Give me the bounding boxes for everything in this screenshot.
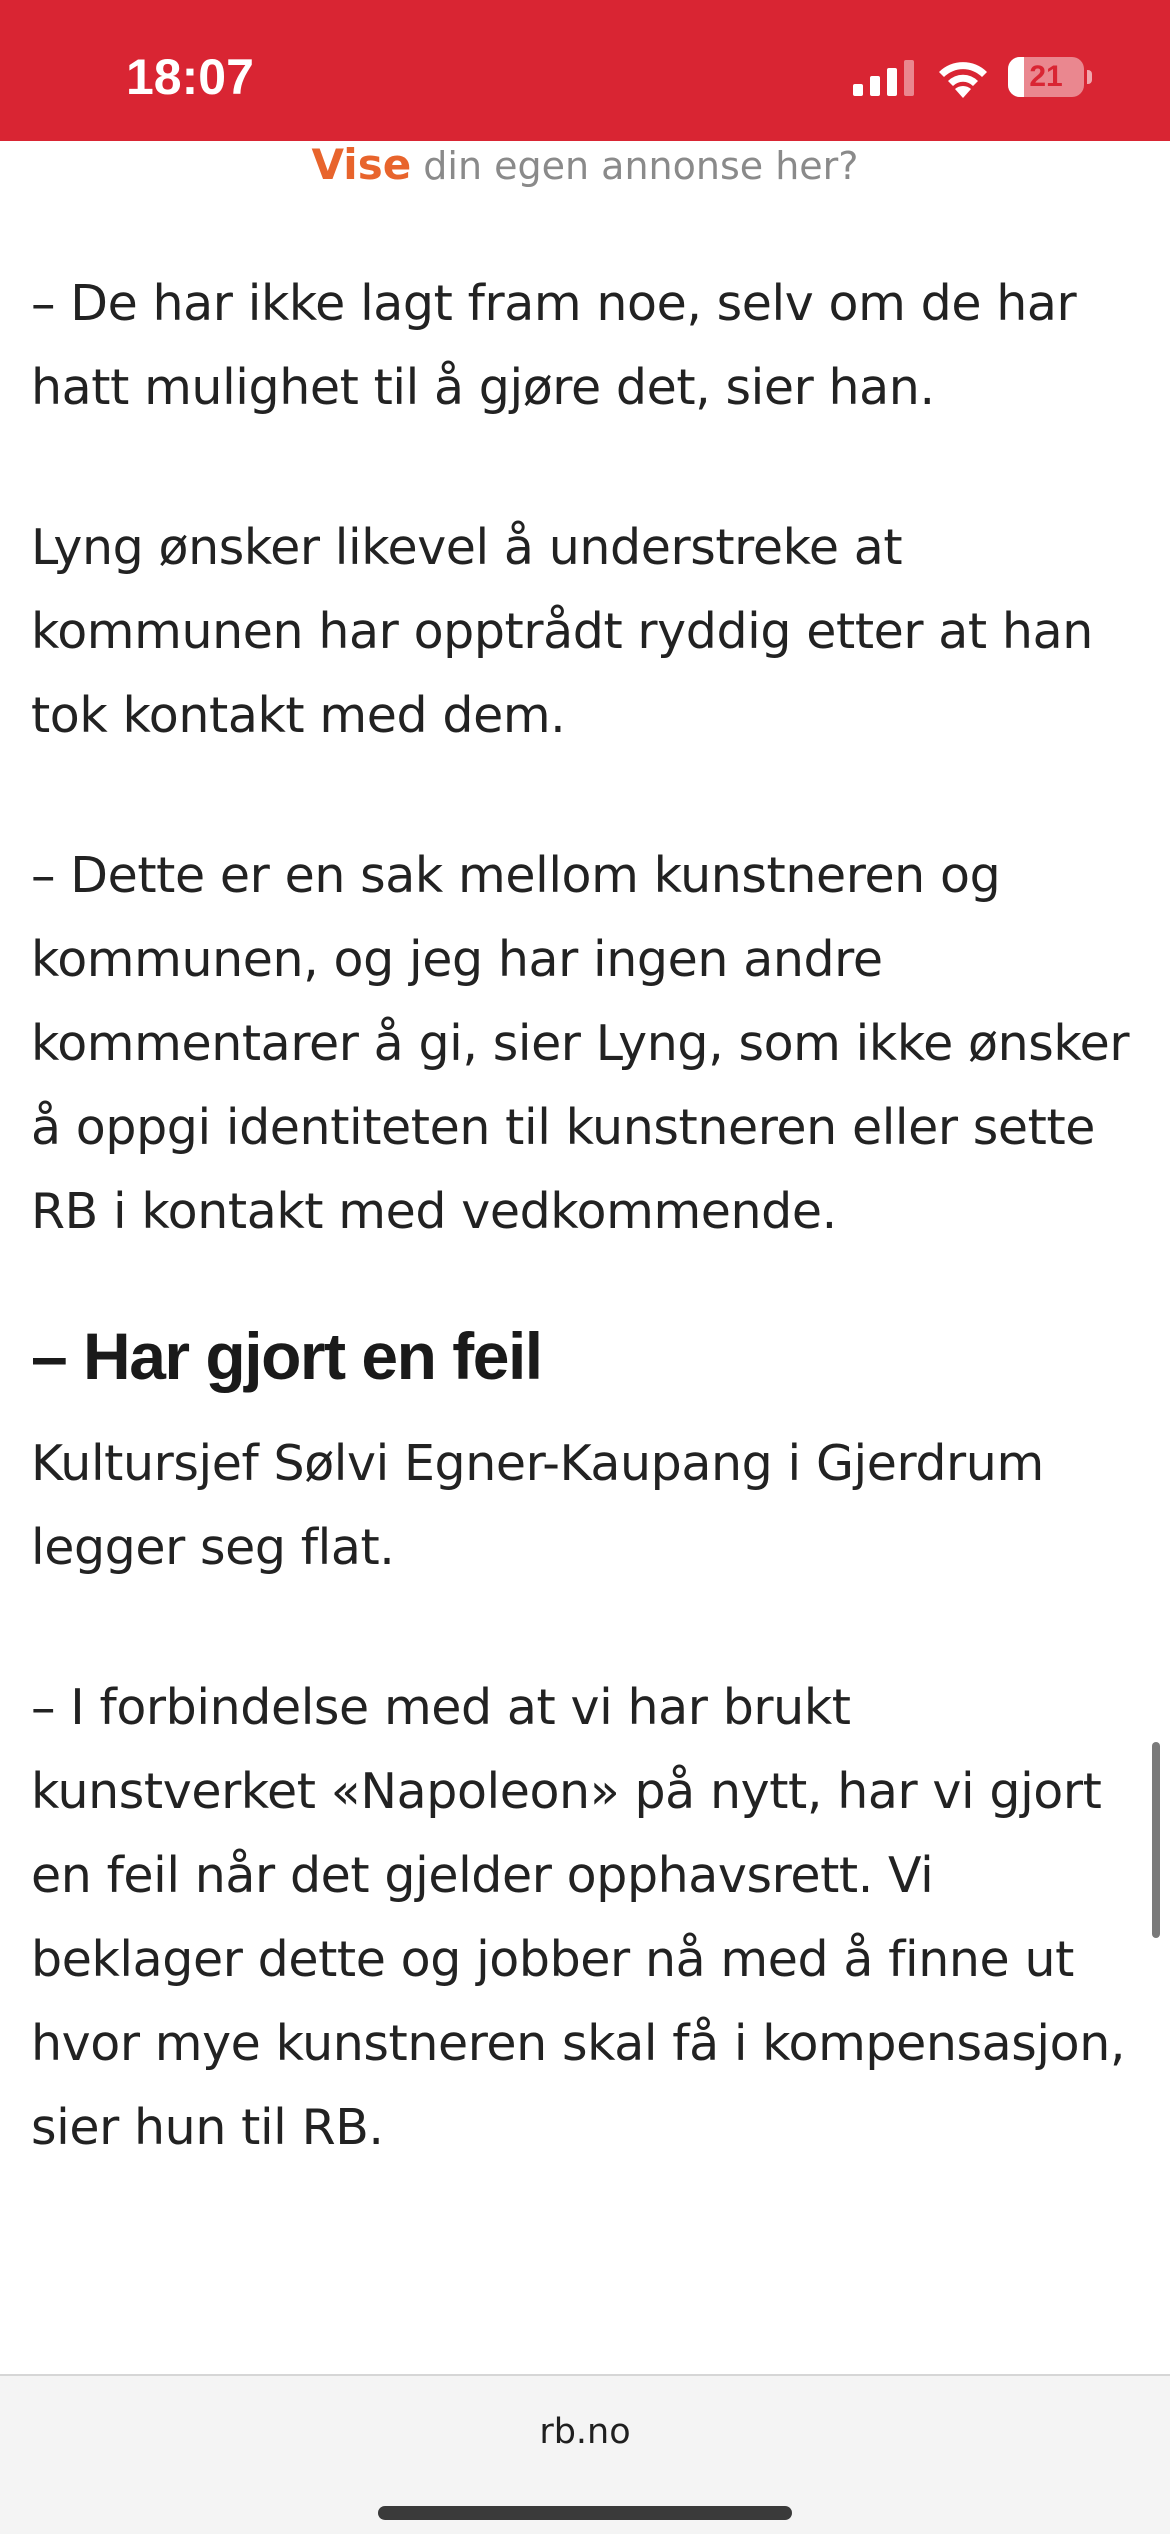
signal-icon <box>853 60 915 96</box>
battery-icon <box>1008 57 1092 97</box>
status-time: 18:07 <box>126 49 254 105</box>
status-bar <box>0 0 1170 141</box>
article-paragraph: Lyng ønsker likevel å understreke at kommunen har opptrådt ryddig etter at han tok kontakt med dem. <box>31 519 1093 744</box>
battery-level: 21 <box>1029 60 1063 93</box>
article-paragraph: Kultursjef Sølvi Egner-Kaupang i Gjerdrum legger seg flat. <box>31 1435 1044 1576</box>
article-paragraph: – De har ikke lagt fram noe, selv om de har hatt mulighet til å gjøre det, sier han. <box>31 275 1077 416</box>
ad-promo-link[interactable]: Vise <box>311 140 412 189</box>
ad-promo-text: din egen annonse her? <box>423 144 859 188</box>
article-subheading: – Har gjort en feil <box>31 1319 542 1393</box>
browser-bottom-bar <box>0 2374 1170 2534</box>
url-field[interactable]: rb.no <box>539 2412 631 2452</box>
article-paragraph: – I forbindelse med at vi har brukt kunstverket «Napoleon» på nytt, har vi gjort en feil når det gjelder opphavsrett. Vi beklager dette og jobber nå med å finne ut hvor mye kunstneren skal få i kompensasjon, sier hun til RB. <box>31 1679 1126 2156</box>
article-body <box>31 262 1141 2246</box>
wifi-icon <box>935 56 991 98</box>
scrollbar-thumb[interactable] <box>1152 1742 1160 1938</box>
battery-tip <box>1087 70 1092 84</box>
home-indicator[interactable] <box>378 2506 792 2520</box>
battery-body <box>1008 57 1084 97</box>
ad-promo <box>0 140 1170 189</box>
article-paragraph: – Dette er en sak mellom kunstneren og kommunen, og jeg har ingen andre kommentarer å gi, sier Lyng, som ikke ønsker å oppgi identiteten til kunstneren eller sette RB i kontakt med vedkommende. <box>31 847 1130 1240</box>
